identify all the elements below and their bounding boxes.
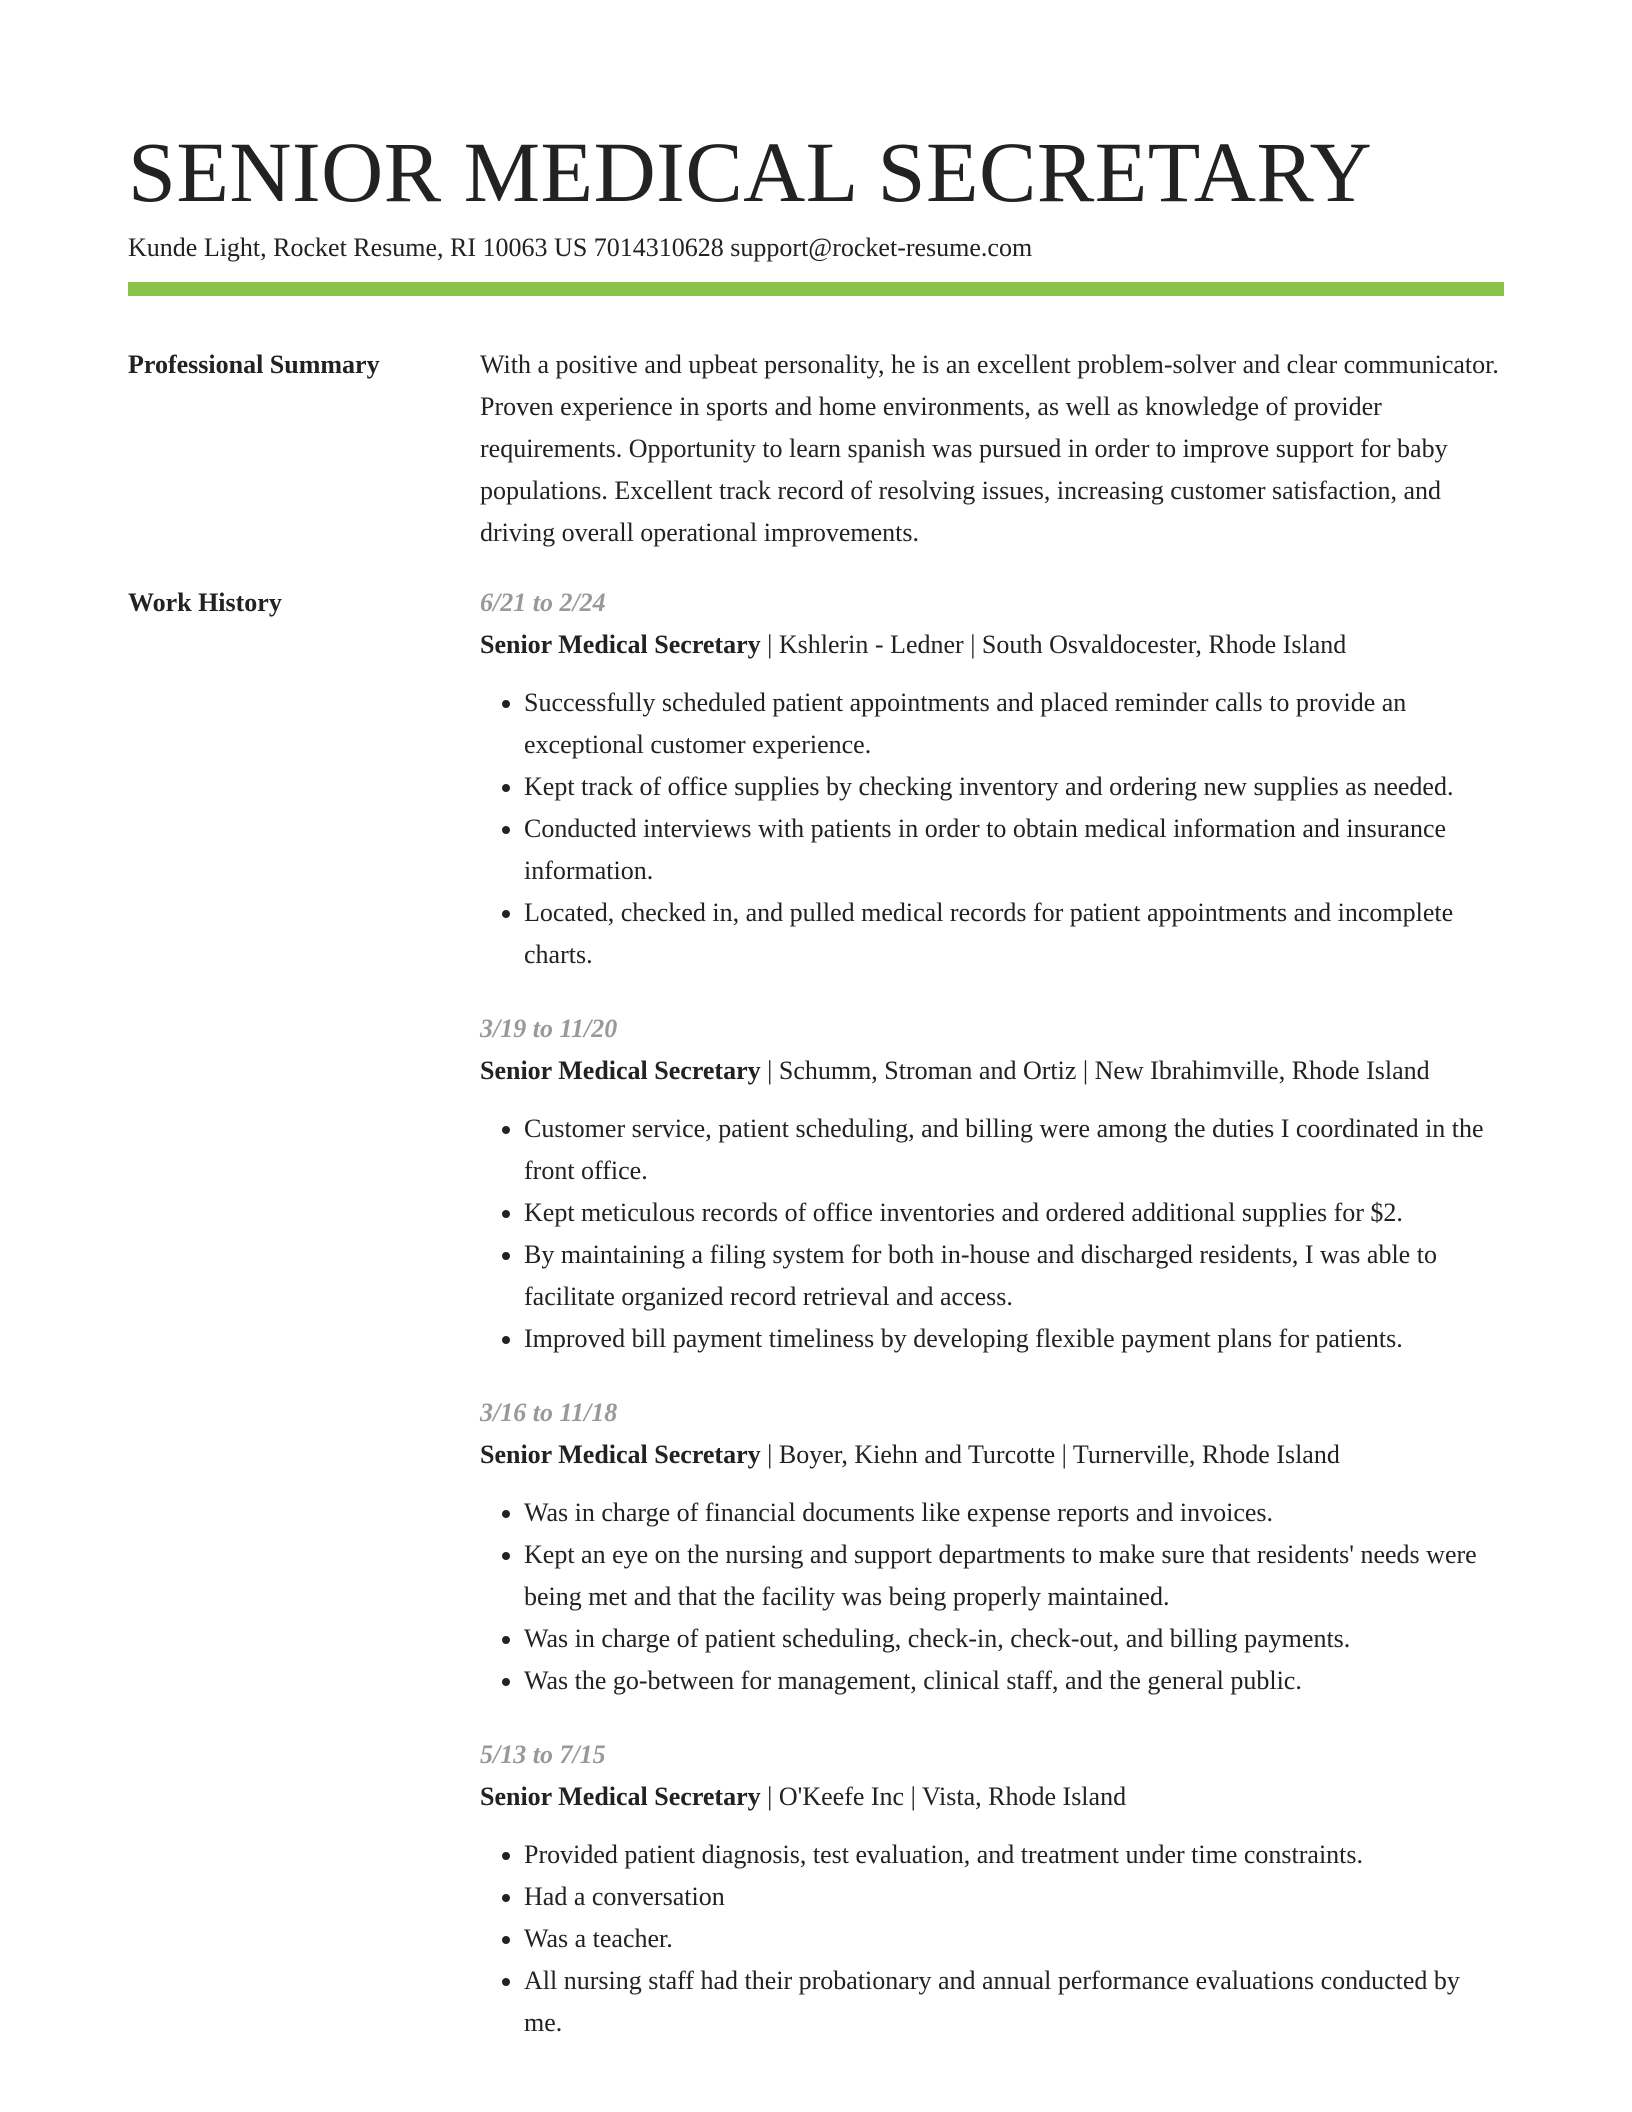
- separator: |: [760, 630, 779, 659]
- separator: |: [904, 1782, 922, 1811]
- job-title: Senior Medical Secretary: [480, 1056, 761, 1085]
- job-title: Senior Medical Secretary: [480, 1440, 761, 1469]
- job-bullet: • Conducted interviews with patients in order to obtain medical information and insurance information.: [524, 808, 1504, 892]
- contact-line: Kunde Light, Rocket Resume, RI 10063 US 7014310628 support@rocket-resume.com: [128, 233, 1033, 262]
- job-bullet: • Was in charge of patient scheduling, check-in, check-out, and billing payments.: [524, 1618, 1504, 1660]
- job-bullet: • Kept track of office supplies by checking inventory and ordering new supplies as needed.: [524, 766, 1504, 808]
- job-entry: [480, 1392, 1504, 1702]
- job-dates: 3/16 to 11/18: [480, 1398, 618, 1427]
- job-location: Vista, Rhode Island: [921, 1782, 1127, 1811]
- header-divider: [128, 282, 1504, 296]
- separator: |: [963, 630, 982, 659]
- job-dates: 5/13 to 7/15: [480, 1740, 606, 1769]
- job-bullet-list: [480, 1834, 1504, 2044]
- summary-heading: Professional Summary: [128, 350, 380, 379]
- job-bullet: • Had a conversation: [524, 1876, 1504, 1918]
- job-bullet: • Improved bill payment timeliness by developing flexible payment plans for patients.: [524, 1318, 1504, 1360]
- resume-title: SENIOR MEDICAL SECRETARY: [128, 124, 1373, 220]
- job-heading: [480, 624, 1504, 666]
- job-company: Kshlerin - Ledner: [778, 630, 964, 659]
- job-title: Senior Medical Secretary: [480, 630, 761, 659]
- job-entry: [480, 1734, 1504, 2044]
- job-entry: [480, 1008, 1504, 1360]
- job-bullet: • Provided patient diagnosis, test evaluation, and treatment under time constraints.: [524, 1834, 1504, 1876]
- job-bullet-list: [480, 1108, 1504, 1360]
- separator: |: [760, 1440, 779, 1469]
- job-heading: [480, 1776, 1504, 1818]
- job-bullet: • Kept an eye on the nursing and support departments to make sure that residents' needs were being met and that the facility was being properly maintained.: [524, 1534, 1504, 1618]
- work-history-section: [128, 582, 1504, 2044]
- job-title: Senior Medical Secretary: [480, 1782, 761, 1811]
- job-entry: [480, 582, 1504, 976]
- job-dates: 6/21 to 2/24: [480, 588, 606, 617]
- job-heading: [480, 1050, 1504, 1092]
- job-location: New Ibrahimville, Rhode Island: [1094, 1056, 1430, 1085]
- job-bullet: • Customer service, patient scheduling, and billing were among the duties I coordinated in the front office.: [524, 1108, 1504, 1192]
- separator: |: [1076, 1056, 1095, 1085]
- job-bullet-list: [480, 682, 1504, 976]
- job-location: South Osvaldocester, Rhode Island: [981, 630, 1347, 659]
- job-company: Boyer, Kiehn and Turcotte: [778, 1440, 1056, 1469]
- job-bullet: • Was the go-between for management, clinical staff, and the general public.: [524, 1660, 1504, 1702]
- summary-text: With a positive and upbeat personality, he is an excellent problem-solver and clear communicator. Proven experience in sports and home environments, as well as knowledge of provider requirements. Opportunity to learn spanish was pursued in order to improve support for baby populations. Excellent track record of resolving issues, increasing customer satisfaction, and driving overall operational improvements.: [480, 350, 1499, 547]
- job-bullet: • Kept meticulous records of office inventories and ordered additional supplies for $2.: [524, 1192, 1504, 1234]
- job-bullet: • Was a teacher.: [524, 1918, 1504, 1960]
- summary-section: [128, 344, 1504, 554]
- job-list: [480, 582, 1504, 2044]
- separator: |: [1055, 1440, 1073, 1469]
- job-bullet: • All nursing staff had their probationary and annual performance evaluations conducted by me.: [524, 1960, 1504, 2044]
- job-bullet-list: [480, 1492, 1504, 1702]
- job-dates: 3/19 to 11/20: [480, 1014, 618, 1043]
- separator: |: [760, 1056, 779, 1085]
- separator: |: [760, 1782, 779, 1811]
- job-location: Turnerville, Rhode Island: [1072, 1440, 1340, 1469]
- resume-page: [128, 0, 1504, 2044]
- job-bullet: • By maintaining a filing system for both in-house and discharged residents, I was able to facilitate organized record retrieval and access.: [524, 1234, 1504, 1318]
- job-bullet: • Located, checked in, and pulled medical records for patient appointments and incomplete charts.: [524, 892, 1504, 976]
- work-history-heading: Work History: [128, 588, 282, 617]
- job-bullet: • Successfully scheduled patient appointments and placed reminder calls to provide an exceptional customer experience.: [524, 682, 1504, 766]
- job-bullet: • Was in charge of financial documents like expense reports and invoices.: [524, 1492, 1504, 1534]
- job-company: Schumm, Stroman and Ortiz: [778, 1056, 1077, 1085]
- job-heading: [480, 1434, 1504, 1476]
- job-company: O'Keefe Inc: [778, 1782, 905, 1811]
